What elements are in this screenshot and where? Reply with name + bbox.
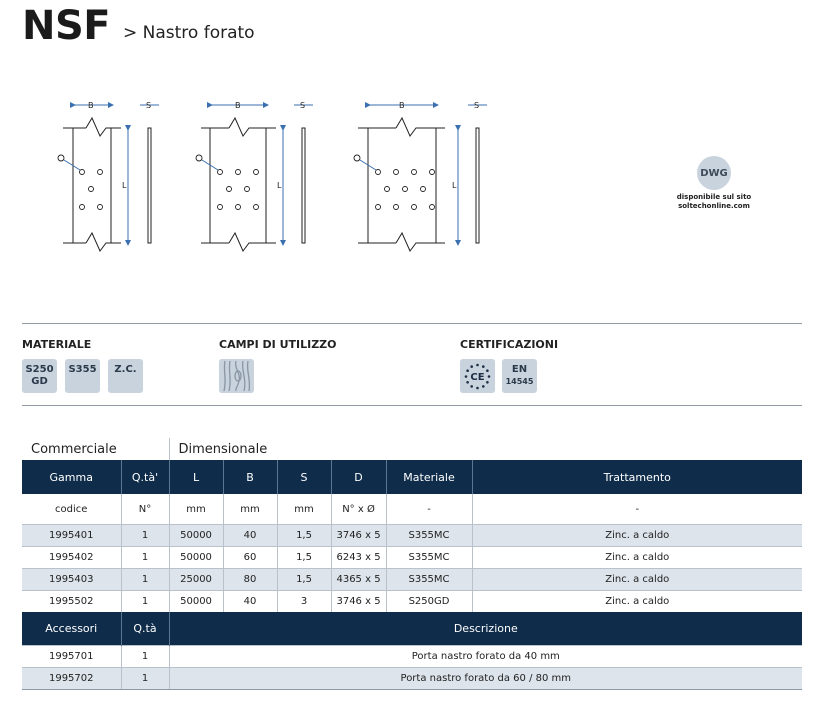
divider-bottom [22, 405, 802, 406]
unit-gamma: codice [22, 494, 121, 525]
dim-label-s: S [146, 101, 152, 110]
cell-s: 3 [277, 591, 331, 613]
material-tile-zc: Z.C. [108, 359, 143, 393]
en-tile-line1: EN [511, 364, 528, 375]
material-tile-s355: S355 [65, 359, 100, 393]
col-header-materiale: Materiale [386, 460, 472, 494]
dwg-download-button[interactable]: DWG [697, 156, 731, 190]
cell-l: 50000 [169, 591, 223, 613]
cell-d: 6243 x 5 [331, 547, 386, 569]
table-row [22, 547, 802, 569]
cell-s: 1,5 [277, 569, 331, 591]
col-header-l: L [169, 460, 223, 494]
cell-qta: 1 [121, 591, 169, 613]
svg-text:CE: CE [470, 372, 485, 383]
cell-l: 50000 [169, 547, 223, 569]
col-header-accessori: Accessori [22, 612, 121, 646]
dwg-note-line1: disponibile sul sito [676, 193, 752, 201]
dim-label-b: B [399, 101, 405, 110]
col-header-trattamento: Trattamento [472, 460, 802, 494]
cell-s: 1,5 [277, 547, 331, 569]
cell-b: 40 [223, 525, 277, 547]
cell-acc-qta: 1 [121, 646, 169, 668]
cell-gamma: 1995502 [22, 591, 121, 613]
unit-l: mm [169, 494, 223, 525]
product-subtitle: > Nastro forato [123, 23, 255, 43]
dim-label-l: L [122, 181, 127, 190]
cell-b: 60 [223, 547, 277, 569]
group-dimensionale: Dimensionale [178, 441, 268, 457]
group-commerciale: Commerciale [22, 438, 169, 460]
technical-drawings [0, 90, 520, 270]
cell-trattamento: Zinc. a caldo [472, 547, 802, 569]
cell-trattamento: Zinc. a caldo [472, 569, 802, 591]
en-tile-line2: 14545 [505, 377, 534, 386]
certificazioni-label: CERTIFICAZIONI [460, 338, 559, 351]
cell-descrizione: Porta nastro forato da 60 / 80 mm [169, 668, 802, 690]
strip-drawing-80 [358, 118, 479, 251]
cell-gamma: 1995403 [22, 569, 121, 591]
cell-trattamento: Zinc. a caldo [472, 591, 802, 613]
cell-l: 50000 [169, 525, 223, 547]
material-tile-s250gd: S250 GD [22, 359, 57, 393]
unit-b: mm [223, 494, 277, 525]
unit-materiale: - [386, 494, 472, 525]
product-title: NSF [22, 3, 111, 49]
campi-label: CAMPI DI UTILIZZO [219, 338, 337, 351]
unit-d: N° x Ø [331, 494, 386, 525]
dim-label-b: B [235, 101, 241, 110]
cell-gamma: 1995401 [22, 525, 121, 547]
dwg-note-line2: soltechonline.com [678, 202, 750, 210]
cell-l: 25000 [169, 569, 223, 591]
table-row [22, 668, 802, 690]
cell-s: 1,5 [277, 525, 331, 547]
table-row [22, 525, 802, 547]
strip-drawing-40 [63, 118, 151, 251]
col-header-s: S [277, 460, 331, 494]
divider-top [22, 323, 802, 324]
cell-accessorio: 1995702 [22, 668, 121, 690]
cell-acc-qta: 1 [121, 668, 169, 690]
product-table [22, 438, 802, 690]
table-row [22, 569, 802, 591]
cell-d: 4365 x 5 [331, 569, 386, 591]
dim-label-b: B [88, 101, 94, 110]
dim-label-s: S [474, 101, 480, 110]
cell-qta: 1 [121, 547, 169, 569]
materiale-label: MATERIALE [22, 338, 92, 351]
col-header-d: D [331, 460, 386, 494]
cell-d: 3746 x 5 [331, 525, 386, 547]
unit-s: mm [277, 494, 331, 525]
cell-b: 80 [223, 569, 277, 591]
cell-trattamento: Zinc. a caldo [472, 525, 802, 547]
col-header-acc-qta: Q.tà [121, 612, 169, 646]
dim-label-l: L [452, 181, 457, 190]
dwg-availability-note [668, 193, 760, 211]
cell-d: 3746 x 5 [331, 591, 386, 613]
dim-label-s: S [300, 101, 306, 110]
unit-qta: N° [121, 494, 169, 525]
cell-accessorio: 1995701 [22, 646, 121, 668]
dim-label-l: L [277, 181, 282, 190]
table-row [22, 646, 802, 668]
unit-trattamento: - [635, 503, 640, 515]
col-header-descrizione: Descrizione [169, 612, 802, 646]
wood-grain-icon [219, 359, 254, 393]
cell-qta: 1 [121, 525, 169, 547]
strip-drawing-60 [201, 118, 305, 251]
cell-descrizione: Porta nastro forato da 40 mm [169, 646, 802, 668]
col-header-b: B [223, 460, 277, 494]
cell-gamma: 1995402 [22, 547, 121, 569]
ce-mark-icon [460, 359, 495, 393]
cell-qta: 1 [121, 569, 169, 591]
col-header-gamma: Gamma [22, 460, 121, 494]
col-header-qta: Q.tà' [121, 460, 169, 494]
table-row [22, 591, 802, 613]
cell-materiale: S355MC [386, 525, 472, 547]
cell-b: 40 [223, 591, 277, 613]
en-14545-tile [502, 359, 537, 393]
cell-materiale: S355MC [386, 569, 472, 591]
cell-materiale: S250GD [386, 591, 472, 613]
cell-materiale: S355MC [386, 547, 472, 569]
